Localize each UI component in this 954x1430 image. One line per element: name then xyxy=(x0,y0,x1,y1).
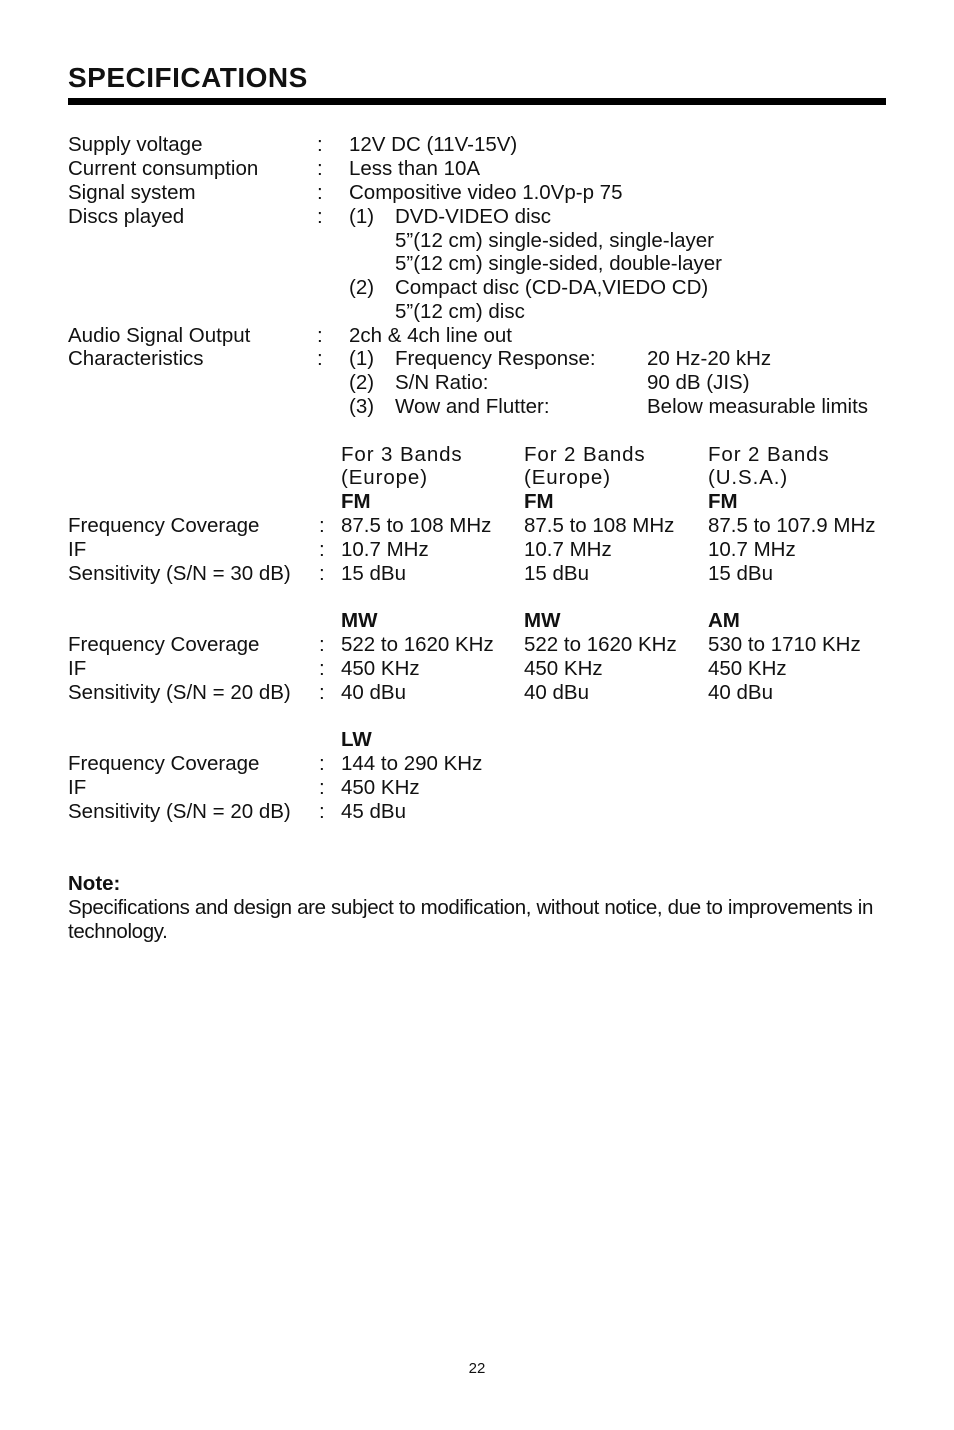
tuner-column-region: (U.S.A.) xyxy=(708,466,789,489)
title-rule xyxy=(68,98,886,105)
fm-value: 87.5 to 108 MHz xyxy=(341,514,492,537)
fm-value: 15 dBu xyxy=(708,562,773,585)
characteristic-value: Below measurable limits xyxy=(647,395,869,418)
lw-if-label: IF xyxy=(68,776,87,799)
separator: : xyxy=(317,133,323,156)
tuner-column-region: (Europe) xyxy=(341,466,428,489)
mw-if-label: IF xyxy=(68,657,87,680)
mw-value: 40 dBu xyxy=(341,681,406,704)
fm-frequency-label: Frequency Coverage xyxy=(68,514,260,537)
separator: : xyxy=(317,347,323,370)
separator: : xyxy=(319,800,325,823)
mw-value: 522 to 1620 KHz xyxy=(341,633,494,656)
lw-frequency-label: Frequency Coverage xyxy=(68,752,260,775)
lw-value: 450 KHz xyxy=(341,776,420,799)
mw-sensitivity-label: Sensitivity (S/N = 20 dB) xyxy=(68,681,291,704)
mw-value: 530 to 1710 KHz xyxy=(708,633,861,656)
mw-value: 40 dBu xyxy=(524,681,589,704)
separator: : xyxy=(317,157,323,180)
page-title: SPECIFICATIONS xyxy=(68,62,308,93)
characteristic-number: (1) xyxy=(349,347,375,370)
separator: : xyxy=(319,633,325,656)
separator: : xyxy=(319,681,325,704)
separator: : xyxy=(317,324,323,347)
fm-sensitivity-label: Sensitivity (S/N = 30 dB) xyxy=(68,562,291,585)
characteristic-value: 20 Hz-20 kHz xyxy=(647,347,772,370)
band-heading: FM xyxy=(524,490,554,513)
lw-value: 144 to 290 KHz xyxy=(341,752,483,775)
band-heading: MW xyxy=(524,609,561,632)
fm-value: 15 dBu xyxy=(341,562,406,585)
characteristic-name: Frequency Response: xyxy=(395,347,596,370)
lw-sensitivity-label: Sensitivity (S/N = 20 dB) xyxy=(68,800,291,823)
page-number: 22 xyxy=(468,1360,486,1377)
tuner-column-region: (Europe) xyxy=(524,466,611,489)
separator: : xyxy=(319,562,325,585)
tuner-column-header: For 3 Bands xyxy=(341,443,463,466)
mw-frequency-label: Frequency Coverage xyxy=(68,633,260,656)
separator: : xyxy=(317,181,323,204)
mw-value: 40 dBu xyxy=(708,681,773,704)
tuner-column-header: For 2 Bands xyxy=(708,443,830,466)
tuner-column-header: For 2 Bands xyxy=(524,443,646,466)
band-heading: AM xyxy=(708,609,740,632)
signal-system-value: Compositive video 1.0Vp-p 75 xyxy=(349,181,623,204)
band-heading: MW xyxy=(341,609,378,632)
disc-detail: 5”(12 cm) disc xyxy=(395,300,525,323)
fm-value: 87.5 to 107.9 MHz xyxy=(708,514,876,537)
disc-detail: 5”(12 cm) single-sided, double-layer xyxy=(395,252,723,275)
separator: : xyxy=(319,657,325,680)
discs-played-label: Discs played xyxy=(68,205,185,228)
supply-voltage-value: 12V DC (11V-15V) xyxy=(349,133,518,156)
current-consumption-value: Less than 10A xyxy=(349,157,481,180)
mw-value: 450 KHz xyxy=(341,657,420,680)
disc-name: DVD-VIDEO disc xyxy=(395,205,552,228)
mw-value: 522 to 1620 KHz xyxy=(524,633,677,656)
lw-value: 45 dBu xyxy=(341,800,406,823)
characteristics-label: Characteristics xyxy=(68,347,204,370)
disc-number: (1) xyxy=(349,205,375,228)
mw-value: 450 KHz xyxy=(708,657,787,680)
band-heading: FM xyxy=(341,490,371,513)
band-heading: LW xyxy=(341,728,372,751)
mw-value: 450 KHz xyxy=(524,657,603,680)
separator: : xyxy=(319,514,325,537)
audio-output-value: 2ch & 4ch line out xyxy=(349,324,512,347)
characteristic-name: S/N Ratio: xyxy=(395,371,489,394)
note-heading: Note: xyxy=(68,872,121,895)
note-text: Specifications and design are subject to modification, without notice, due to improvements in technology. xyxy=(68,896,873,943)
fm-value: 10.7 MHz xyxy=(524,538,612,561)
current-consumption-label: Current consumption xyxy=(68,157,259,180)
signal-system-label: Signal system xyxy=(68,181,196,204)
band-heading: FM xyxy=(708,490,738,513)
separator: : xyxy=(319,776,325,799)
characteristic-name: Wow and Flutter: xyxy=(395,395,550,418)
audio-output-label: Audio Signal Output xyxy=(68,324,251,347)
fm-value: 10.7 MHz xyxy=(341,538,429,561)
characteristic-number: (2) xyxy=(349,371,375,394)
separator: : xyxy=(319,538,325,561)
disc-number: (2) xyxy=(349,276,375,299)
characteristic-number: (3) xyxy=(349,395,375,418)
disc-detail: 5”(12 cm) single-sided, single-layer xyxy=(395,229,715,252)
characteristic-value: 90 dB (JIS) xyxy=(647,371,750,394)
fm-value: 15 dBu xyxy=(524,562,589,585)
fm-value: 87.5 to 108 MHz xyxy=(524,514,675,537)
fm-value: 10.7 MHz xyxy=(708,538,796,561)
disc-name: Compact disc (CD-DA,VIEDO CD) xyxy=(395,276,709,299)
fm-if-label: IF xyxy=(68,538,87,561)
supply-voltage-label: Supply voltage xyxy=(68,133,203,156)
separator: : xyxy=(317,205,323,228)
separator: : xyxy=(319,752,325,775)
